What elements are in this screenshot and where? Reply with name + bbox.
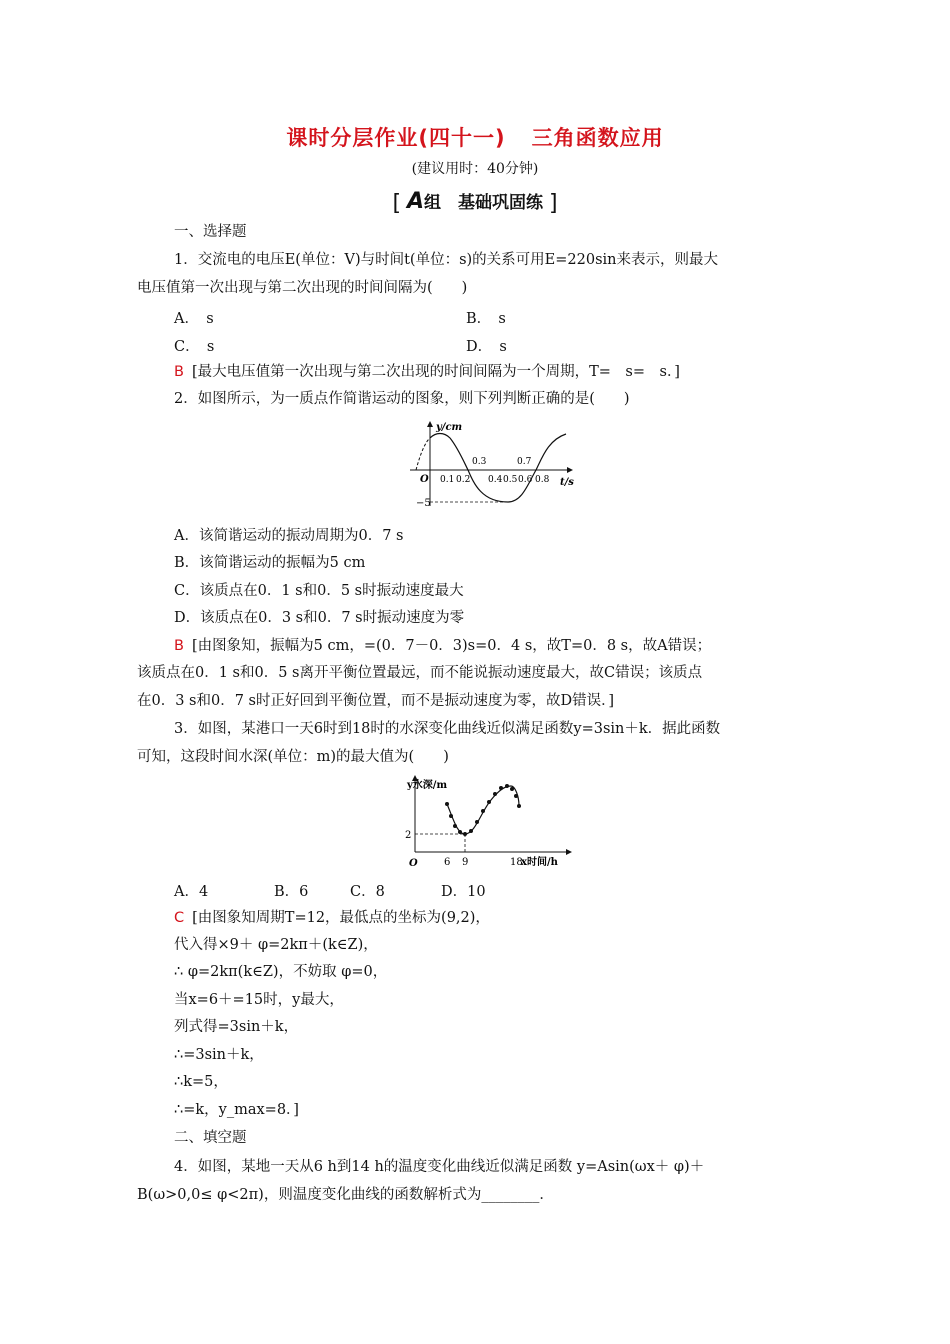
q3-y-axis-label: y水深/m: [407, 780, 448, 791]
q3-option-b: B．6: [274, 884, 309, 900]
group-letter: A: [406, 189, 425, 214]
title-part-2: 三角函数应用: [531, 126, 664, 150]
q1-option-d: D． s: [466, 339, 507, 355]
q3-explanation-8: ∴=k，y_max=8．]: [174, 1102, 299, 1118]
q2-y-axis-label: y/cm: [436, 422, 463, 433]
q4-stem-line1: 4．如图，某地一天从6 h到14 h的温度变化曲线近似满足函数 y=Asin(ωx＋ φ)＋: [174, 1159, 705, 1175]
q1-solution: [174, 362, 680, 382]
q3-origin-label: O: [409, 858, 418, 869]
q3-explanation-3: ∴ φ=2kπ(k∈Z)，不妨取 φ=0，: [174, 964, 388, 980]
q2-solution-line1: [174, 636, 711, 656]
q2-answer: B: [174, 638, 184, 654]
q2-tick-0.1: 0.1: [440, 475, 455, 485]
q2-option-d: D．该质点在0．3 s和0．7 s时振动速度为零: [174, 610, 465, 626]
q2-tick-0.8: 0.8: [535, 475, 550, 485]
title-part-1: 课时分层作业(四十一): [286, 126, 506, 150]
q2-amplitude-label: −5: [416, 498, 431, 509]
q3-x-axis-label: x时间/h: [521, 857, 558, 868]
q1-option-b: B． s: [466, 311, 506, 327]
q2-explanation-1: [由图象知，振幅为5 cm，=(0．7－0．3)s=0．4 s，故T=0．8 s，故A错误；: [191, 638, 712, 654]
q2-origin-label: O: [420, 474, 429, 485]
q1-answer: B: [174, 364, 184, 380]
q3-option-a: A．4: [174, 884, 209, 900]
q1-stem-line2: 电压值第一次出现与第二次出现的时间间隔为( ): [137, 280, 468, 296]
q3-explanation-2: 代入得×9＋ φ=2kπ＋(k∈Z)，: [174, 937, 378, 953]
q2-tick-0.7: 0.7: [517, 457, 532, 467]
q3-figure: [395, 772, 580, 872]
q2-option-b: B．该简谐运动的振幅为5 cm: [174, 555, 366, 571]
group-label: 组 基础巩固练: [424, 193, 544, 213]
q3-solution-line1: [174, 908, 490, 928]
q2-explanation-2: 该质点在0．1 s和0．5 s离开平衡位置最远，而不能说振动速度最大，故C错误；该质点: [137, 665, 703, 681]
q2-option-a: A．该简谐运动的振动周期为0．7 s: [174, 528, 404, 544]
q1-explanation: [最大电压值第一次出现与第二次出现的时间间隔为一个周期，T= s= s．]: [191, 364, 680, 380]
q3-y-tick-2: 2: [405, 830, 412, 841]
q1-stem-line1: 1．交流电的电压E(单位：V)与时间t(单位：s)的关系可用E=220sin来表示，则最大: [174, 252, 719, 268]
q3-explanation-1: [由图象知周期T=12，最低点的坐标为(9,2)，: [192, 910, 490, 926]
q3-answer: C: [174, 910, 185, 926]
section-fill: 二、填空题: [174, 1130, 247, 1146]
q3-explanation-7: ∴k=5，: [174, 1074, 228, 1090]
q1-option-c: C． s: [174, 339, 215, 355]
q2-tick-0.3: 0.3: [472, 457, 487, 467]
q3-option-d: D．10: [441, 884, 486, 900]
q1-option-a: A． s: [174, 311, 214, 327]
q2-tick-0.6: 0.6: [518, 475, 533, 485]
q3-stem-line2: 可知，这段时间水深(单位：m)的最大值为( ): [137, 749, 449, 765]
q2-stem: 2．如图所示，为一质点作简谐运动的图象，则下列判断正确的是( ): [174, 391, 630, 407]
q3-x-tick-6: 6: [444, 857, 451, 868]
q2-option-c: C．该质点在0．1 s和0．5 s时振动速度最大: [174, 583, 464, 599]
q3-x-tick-9: 9: [462, 857, 469, 868]
group-heading: [ A组 基础巩固练 ]: [392, 189, 558, 216]
q2-figure: [400, 418, 585, 514]
q2-tick-0.5: 0.5: [503, 475, 518, 485]
q2-tick-0.4: 0.4: [488, 475, 503, 485]
q2-tick-0.2: 0.2: [456, 475, 471, 485]
q4-stem-line2: B(ω>0,0≤ φ<2π)，则温度变化曲线的函数解析式为________．: [137, 1187, 554, 1203]
suggested-time: (建议用时：40分钟): [411, 161, 539, 177]
q3-stem-line1: 3．如图，某港口一天6时到18时的水深变化曲线近似满足函数y=3sin＋k．据此函数: [174, 721, 721, 737]
q3-explanation-4: 当x=6＋=15时，y最大，: [174, 992, 344, 1008]
q3-explanation-6: ∴=3sin＋k，: [174, 1047, 264, 1063]
q3-x-tick-18: 18: [510, 857, 523, 868]
page-title: [0, 122, 950, 152]
q2-x-axis-label: t/s: [560, 477, 574, 488]
q3-explanation-5: 列式得=3sin＋k，: [174, 1019, 299, 1035]
section-choice: 一、选择题: [174, 224, 247, 240]
q3-option-c: C．8: [350, 884, 385, 900]
q2-explanation-3: 在0．3 s和0．7 s时正好回到平衡位置，而不是振动速度为零，故D错误．]: [137, 693, 615, 709]
